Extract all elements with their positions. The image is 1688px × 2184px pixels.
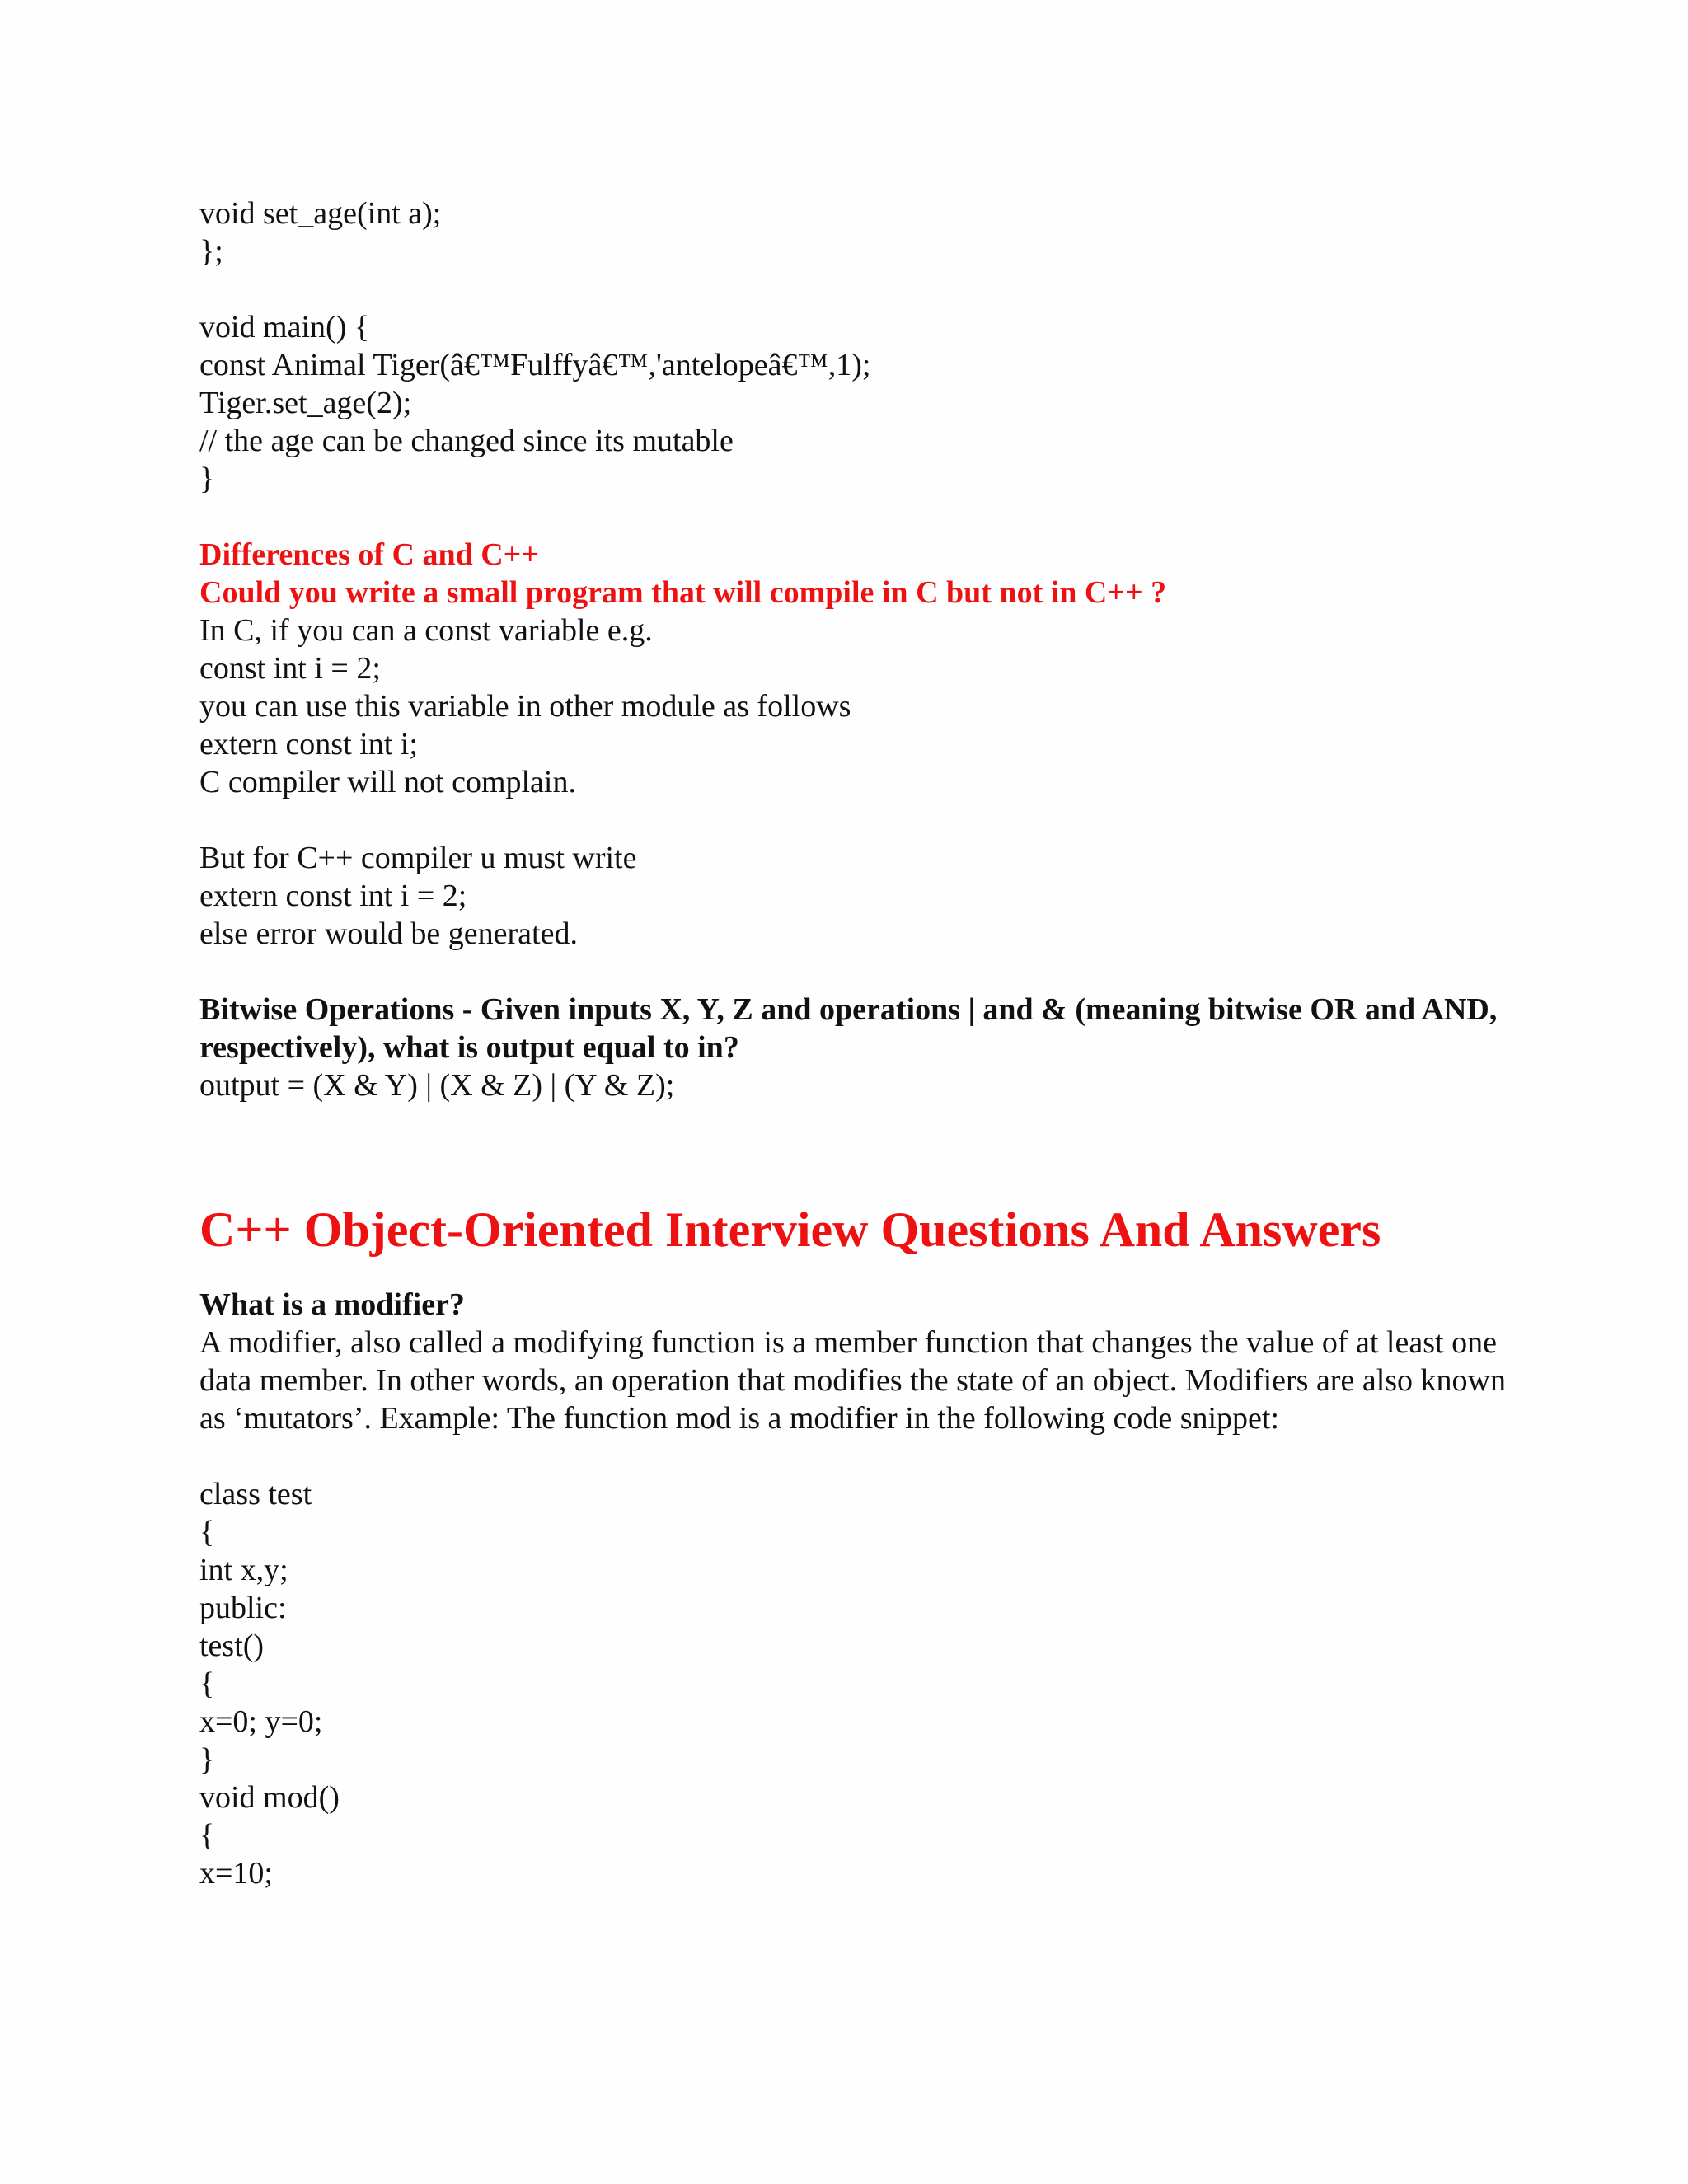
- code-line: public:: [199, 1591, 287, 1625]
- spacer: [199, 801, 1518, 839]
- bitwise-question: Bitwise Operations - Given inputs X, Y, Z and operations | and & (meaning bitwise OR and AND, respectively), what is output equal to in?: [199, 992, 1498, 1065]
- code-line: Tiger.set_age(2);: [199, 386, 412, 420]
- spacer: [199, 953, 1518, 991]
- text-line: extern const int i;: [199, 727, 418, 762]
- spacer: [199, 1259, 1518, 1286]
- text-line: extern const int i = 2;: [199, 879, 467, 913]
- spacer: [199, 1104, 1518, 1200]
- code-line: };: [199, 234, 223, 269]
- code-line: {: [199, 1666, 215, 1701]
- code-line: const Animal Tiger(â€™Fulffyâ€™,'antelopeâ€™,1);: [199, 348, 871, 382]
- bitwise-answer: output = (X & Y) | (X & Z) | (Y & Z);: [199, 1068, 675, 1103]
- text-line: C compiler will not complain.: [199, 765, 576, 799]
- code-line: // the age can be changed since its mutable: [199, 424, 734, 458]
- code-line: }: [199, 1742, 215, 1777]
- page-content: [199, 194, 1518, 1892]
- code-line: class test: [199, 1477, 312, 1511]
- code-line: {: [199, 1818, 215, 1853]
- modifier-answer: A modifier, also called a modifying function is a member function that changes the value of at least one data member. In other words, an operation that modifies the state of an object. Modifiers are also known as ‘mutators’. Example: The function mod is a modifier in the following code snippet:: [199, 1325, 1506, 1436]
- spacer: [199, 498, 1518, 536]
- text-line: In C, if you can a const variable e.g.: [199, 613, 653, 648]
- text-line: you can use this variable in other module as follows: [199, 689, 851, 724]
- text-line: else error would be generated.: [199, 916, 578, 951]
- main-heading: C++ Object-Oriented Interview Questions And Answers: [199, 1202, 1381, 1257]
- code-line: }: [199, 462, 215, 496]
- spacer: [199, 270, 1518, 308]
- code-line: void mod(): [199, 1780, 340, 1815]
- text-line: const int i = 2;: [199, 651, 381, 686]
- section-question: Could you write a small program that will compile in C but not in C++ ?: [199, 575, 1167, 610]
- code-line: x=10;: [199, 1856, 273, 1891]
- code-line: {: [199, 1515, 215, 1549]
- code-line: test(): [199, 1629, 265, 1663]
- modifier-question: What is a modifier?: [199, 1287, 465, 1322]
- code-line: void main() {: [199, 310, 370, 344]
- section-title: Differences of C and C++: [199, 537, 539, 572]
- code-line: int x,y;: [199, 1553, 288, 1587]
- spacer: [199, 1437, 1518, 1475]
- text-line: But for C++ compiler u must write: [199, 841, 637, 875]
- code-line: x=0; y=0;: [199, 1704, 323, 1739]
- code-line: void set_age(int a);: [199, 196, 442, 231]
